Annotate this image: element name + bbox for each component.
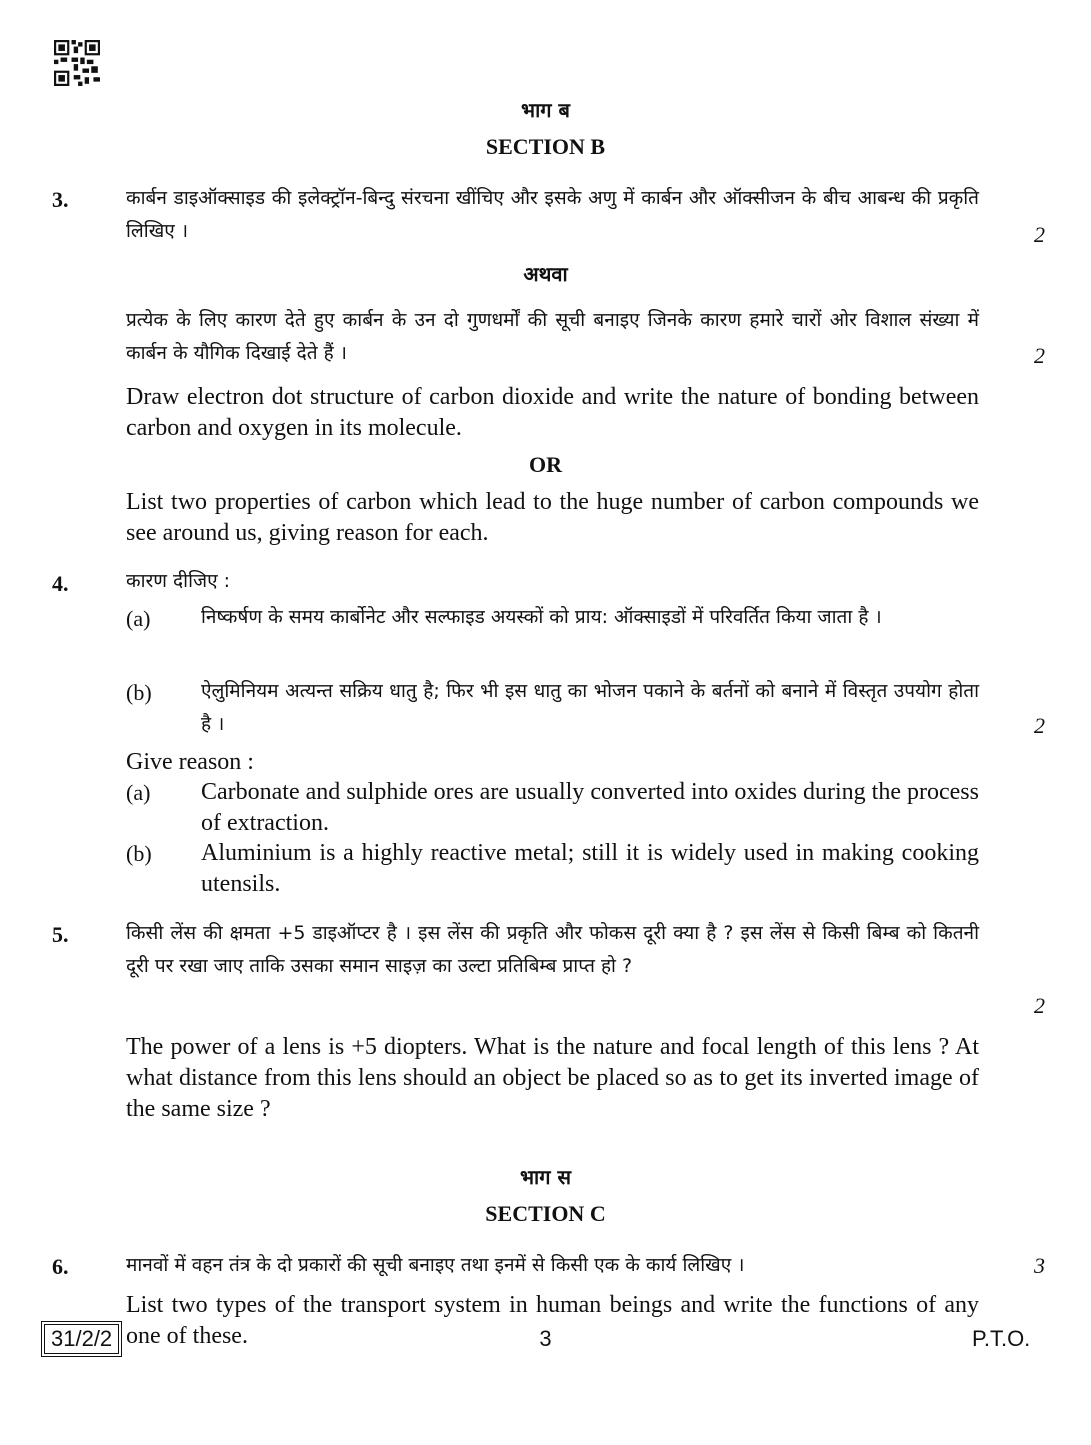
question-3-marks-alternative: 2 xyxy=(1034,343,1045,368)
question-4-english-b-label: (b) xyxy=(126,841,152,866)
question-3-english-alternative: List two properties of carbon which lead to the huge number of carbon compounds we see around us, giving reason for each. xyxy=(126,489,979,546)
section-b-hindi-title: भाग ब xyxy=(521,98,570,122)
question-4-english-b: Aluminium is a highly reactive metal; still it is widely used in making cooking utensils. xyxy=(201,840,979,897)
question-4-english-intro: Give reason : xyxy=(126,749,254,775)
qr-code-icon xyxy=(54,40,100,86)
question-4-hindi-b-label: (b) xyxy=(126,680,152,705)
question-4-english-a-label: (a) xyxy=(126,780,151,805)
page-number: 3 xyxy=(539,1326,552,1351)
question-3-hindi: कार्बन डाइऑक्साइड की इलेक्ट्रॉन-बिन्दु संरचना खींचिए और इसके अणु में कार्बन और ऑक्सीजन के बीच आबन्ध की प्रकृति लिखिए । xyxy=(126,187,979,242)
question-6-hindi: मानवों में वहन तंत्र के दो प्रकारों की सूची बनाइए तथा इनमें से किसी एक के कार्य लिखिए । xyxy=(126,1254,745,1276)
question-4-hindi-a-label: (a) xyxy=(126,606,151,631)
question-5-marks: 2 xyxy=(1034,993,1045,1018)
question-6-english: List two types of the transport system in human beings and write the functions of any one of these. xyxy=(126,1292,979,1349)
question-4-hindi-a: निष्कर्षण के समय कार्बोनेट और सल्फाइड अयस्कों को प्राय: ऑक्साइडों में परिवर्तित किया जाता है । xyxy=(201,606,882,628)
question-3-hindi-or: अथवा xyxy=(523,262,568,286)
question-3-english-or: OR xyxy=(529,452,562,477)
section-c-title: SECTION C xyxy=(485,1201,606,1226)
section-b-title: SECTION B xyxy=(485,134,606,159)
section-c-hindi-title: भाग स xyxy=(520,1165,571,1189)
question-3-hindi-alternative: प्रत्येक के लिए कारण देते हुए कार्बन के उन दो गुणधर्मों की सूची बनाइए जिनके कारण हमारे चारों ओर विशाल संख्या में कार्बन के यौगिक दिखाई देते हैं । xyxy=(126,309,979,364)
question-4-marks: 2 xyxy=(1034,713,1045,738)
paper-code: 31/2/2 xyxy=(44,1324,119,1354)
pto-label: P.T.O. xyxy=(972,1326,1031,1351)
question-5-hindi: किसी लेंस की क्षमता +5 डाइऑप्टर है । इस लेंस की प्रकृति और फोकस दूरी क्या है ? इस लेंस से किसी बिम्ब को कितनी दूरी पर रखा जाए ताकि उसका समान साइज़ का उल्टा प्रतिबिम्ब प्राप्त हो ? xyxy=(126,922,979,977)
question-4-hindi-intro: कारण दीजिए : xyxy=(126,570,231,592)
question-5-number: 5. xyxy=(52,922,69,947)
question-4-hindi-b: ऐलुमिनियम अत्यन्त सक्रिय धातु है; फिर भी इस धातु का भोजन पकाने के बर्तनों को बनाने में विस्तृत उपयोग होता है । xyxy=(201,680,979,735)
question-3-english: Draw electron dot structure of carbon dioxide and write the nature of bonding between carbon and oxygen in its molecule. xyxy=(126,384,979,441)
question-5-english: The power of a lens is +5 diopters. What is the nature and focal length of this lens ? At what distance from this lens should an object be placed so as to get its inverted image of the same size ? xyxy=(126,1034,979,1122)
question-3-marks-main: 2 xyxy=(1034,222,1045,247)
question-6-marks: 3 xyxy=(1034,1253,1045,1278)
question-3-number: 3. xyxy=(52,187,69,212)
question-4-number: 4. xyxy=(52,571,69,596)
question-6-number: 6. xyxy=(52,1254,69,1279)
question-4-english-a: Carbonate and sulphide ores are usually converted into oxides during the process of extraction. xyxy=(201,779,979,836)
